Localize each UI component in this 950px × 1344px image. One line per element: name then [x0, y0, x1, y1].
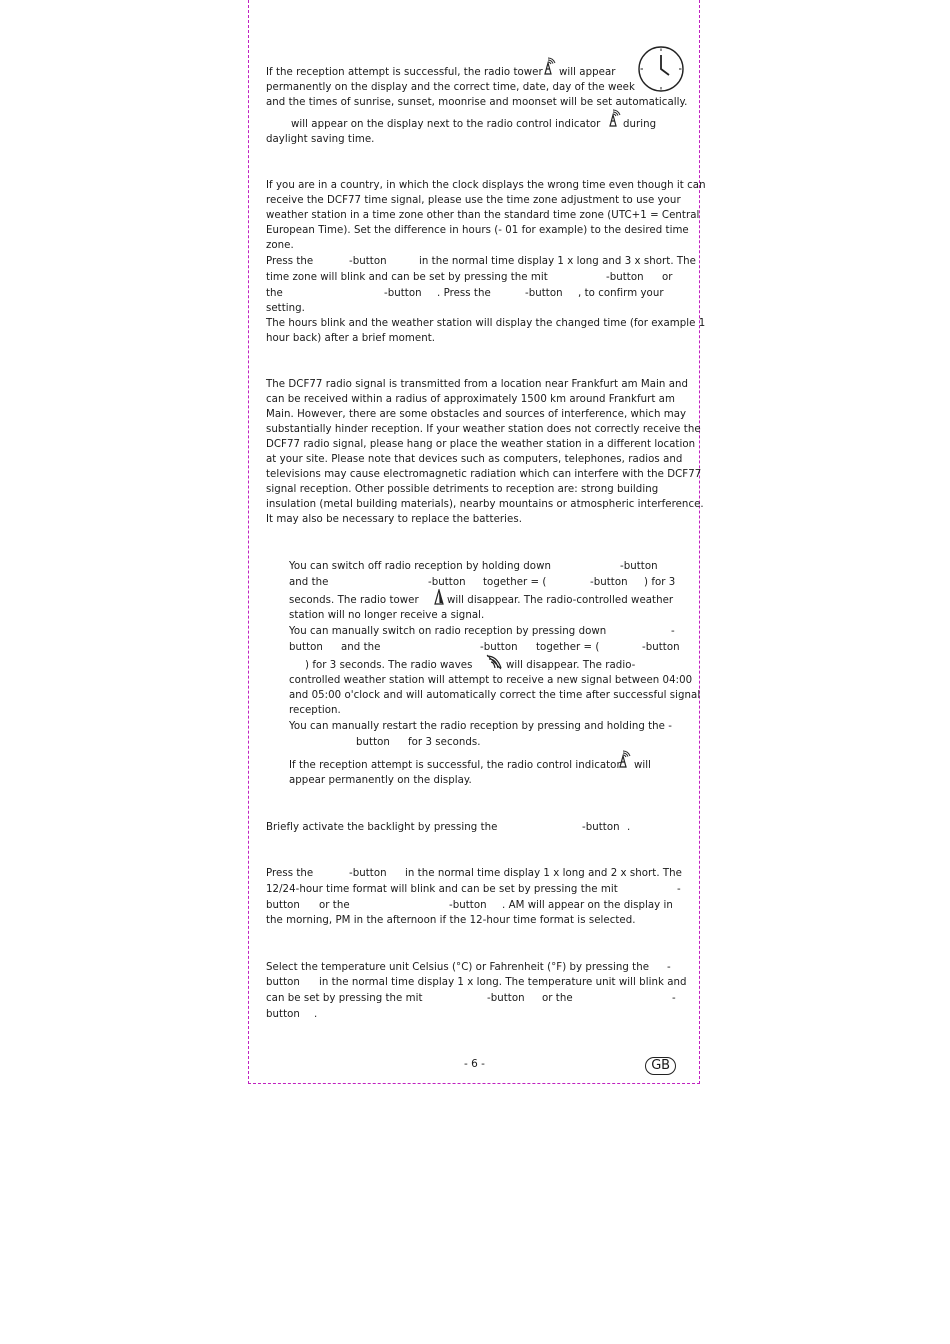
- text-line: -button: [642, 642, 680, 653]
- text-line: signal reception. Other possible detriments to reception are: strong building: [266, 484, 659, 495]
- text-line: , to confirm your: [578, 288, 664, 299]
- text-line: hour back) after a brief moment.: [266, 333, 436, 344]
- clock-icon: [637, 45, 685, 93]
- text-line: together = (: [536, 642, 600, 653]
- text-line: ) for 3: [644, 577, 676, 588]
- text-line: will disappear. The radio-: [506, 660, 636, 671]
- text-line: If the reception attempt is successful, the radio control indicator: [289, 760, 621, 771]
- text-line: reception.: [289, 705, 341, 716]
- text-line: -button: [582, 822, 620, 833]
- text-line: in the normal time display 1 x long. The temperature unit will blink and: [319, 977, 687, 988]
- text-line: or the: [319, 900, 350, 911]
- text-line: -button: [487, 993, 525, 1004]
- page-number: - 6 -: [464, 1058, 485, 1070]
- text-line: -: [677, 884, 681, 895]
- radio-tower-waves-icon: [542, 57, 558, 75]
- text-line: time zone will blink and can be set by pressing the mit: [266, 272, 548, 283]
- text-line: in the normal time display 1 x long and 3 x short. The: [419, 256, 696, 267]
- text-line: receive the DCF77 time signal, please use the time zone adjustment to use your: [266, 195, 681, 206]
- text-line: setting.: [266, 303, 305, 314]
- text-line: will: [634, 760, 652, 771]
- text-line: -button: [525, 288, 563, 299]
- text-line: You can manually switch on radio reception by pressing down: [289, 626, 607, 637]
- text-line: Press the: [266, 256, 314, 267]
- text-line: and the: [341, 642, 381, 653]
- text-line: insulation (metal building materials), nearby mountains or atmospheric interference.: [266, 499, 704, 510]
- text-line: will appear on the display next to the radio control indicator: [291, 119, 601, 130]
- text-line: It may also be necessary to replace the batteries.: [266, 514, 523, 525]
- text-line: -button: [449, 900, 487, 911]
- text-line: daylight saving time.: [266, 134, 375, 145]
- text-line: will appear: [559, 67, 616, 78]
- text-line: -button: [384, 288, 422, 299]
- text-line: can be received within a radius of approximately 1500 km around Frankfurt am: [266, 394, 675, 405]
- text-line: -button: [606, 272, 644, 283]
- language-badge: GB: [645, 1057, 676, 1075]
- text-line: You can switch off radio reception by holding down: [289, 561, 551, 572]
- radio-tower-waves-icon: [607, 109, 623, 127]
- text-line: -: [671, 626, 675, 637]
- text-line: -button: [428, 577, 466, 588]
- text-line: and 05:00 o'clock and will automatically correct the time after successful signal: [289, 690, 701, 701]
- text-line: DCF77 radio signal, please hang or place the weather station in a different location: [266, 439, 696, 450]
- text-line: will disappear. The radio-controlled weather: [447, 595, 674, 606]
- text-line: -button: [349, 256, 387, 267]
- text-line: together = (: [483, 577, 547, 588]
- text-line: Select the temperature unit Celsius (°C) or Fahrenheit (°F) by pressing the: [266, 962, 650, 973]
- text-line: .: [627, 822, 631, 833]
- text-line: in the normal time display 1 x long and 2 x short. The: [405, 868, 682, 879]
- radio-tower-icon: [433, 589, 445, 605]
- text-line: button: [356, 737, 390, 748]
- text-line: -: [667, 962, 671, 973]
- text-line: . AM will appear on the display in: [502, 900, 673, 911]
- radio-waves-icon: [485, 654, 503, 670]
- text-line: station will no longer receive a signal.: [289, 610, 485, 621]
- text-line: Main. However, there are some obstacles and sources of interference, which may: [266, 409, 687, 420]
- text-line: zone.: [266, 240, 294, 251]
- text-line: If you are in a country, in which the clock displays the wrong time even though it can: [266, 180, 706, 191]
- text-line: Press the: [266, 868, 314, 879]
- text-line: . Press the: [437, 288, 491, 299]
- text-line: button: [266, 1009, 300, 1020]
- text-line: -button: [590, 577, 628, 588]
- text-line: weather station in a time zone other than the standard time zone (UTC+1 = Central: [266, 210, 700, 221]
- text-line: You can manually restart the radio reception by pressing and holding the -: [289, 721, 673, 732]
- text-line: and the times of sunrise, sunset, moonrise and moonset will be set automatically.: [266, 97, 688, 108]
- text-line: or: [662, 272, 673, 283]
- text-line: permanently on the display and the correct time, date, day of the week: [266, 82, 635, 93]
- text-line: European Time). Set the difference in hours (- 01 for example) to the desired time: [266, 225, 689, 236]
- text-line: The hours blink and the weather station will display the changed time (for example 1: [266, 318, 706, 329]
- text-line: button: [266, 977, 300, 988]
- text-line: Briefly activate the backlight by pressing the: [266, 822, 498, 833]
- text-line: button: [289, 642, 323, 653]
- text-line: ) for 3 seconds. The radio waves: [305, 660, 473, 671]
- text-line: the morning, PM in the afternoon if the 12-hour time format is selected.: [266, 915, 636, 926]
- text-line: during: [623, 119, 657, 130]
- text-line: televisions may cause electromagnetic radiation which can interfere with the DCF77: [266, 469, 702, 480]
- text-line: appear permanently on the display.: [289, 775, 472, 786]
- text-line: the: [266, 288, 283, 299]
- text-line: The DCF77 radio signal is transmitted from a location near Frankfurt am Main and: [266, 379, 689, 390]
- text-line: seconds. The radio tower: [289, 595, 419, 606]
- text-line: button: [266, 900, 300, 911]
- text-line: controlled weather station will attempt to receive a new signal between 04:00: [289, 675, 693, 686]
- text-line: If the reception attempt is successful, the radio tower: [266, 67, 543, 78]
- text-line: -button: [480, 642, 518, 653]
- radio-tower-waves-icon: [617, 750, 633, 768]
- text-line: or the: [542, 993, 573, 1004]
- text-line: 12/24-hour time format will blink and can be set by pressing the mit: [266, 884, 618, 895]
- text-line: -button: [349, 868, 387, 879]
- text-line: .: [314, 1009, 318, 1020]
- text-line: substantially hinder reception. If your weather station does not correctly receive the: [266, 424, 701, 435]
- text-line: for 3 seconds.: [408, 737, 481, 748]
- text-line: -button: [620, 561, 658, 572]
- text-line: -: [672, 993, 676, 1004]
- text-line: and the: [289, 577, 329, 588]
- text-line: at your site. Please note that devices such as computers, telephones, radios and: [266, 454, 683, 465]
- text-line: can be set by pressing the mit: [266, 993, 423, 1004]
